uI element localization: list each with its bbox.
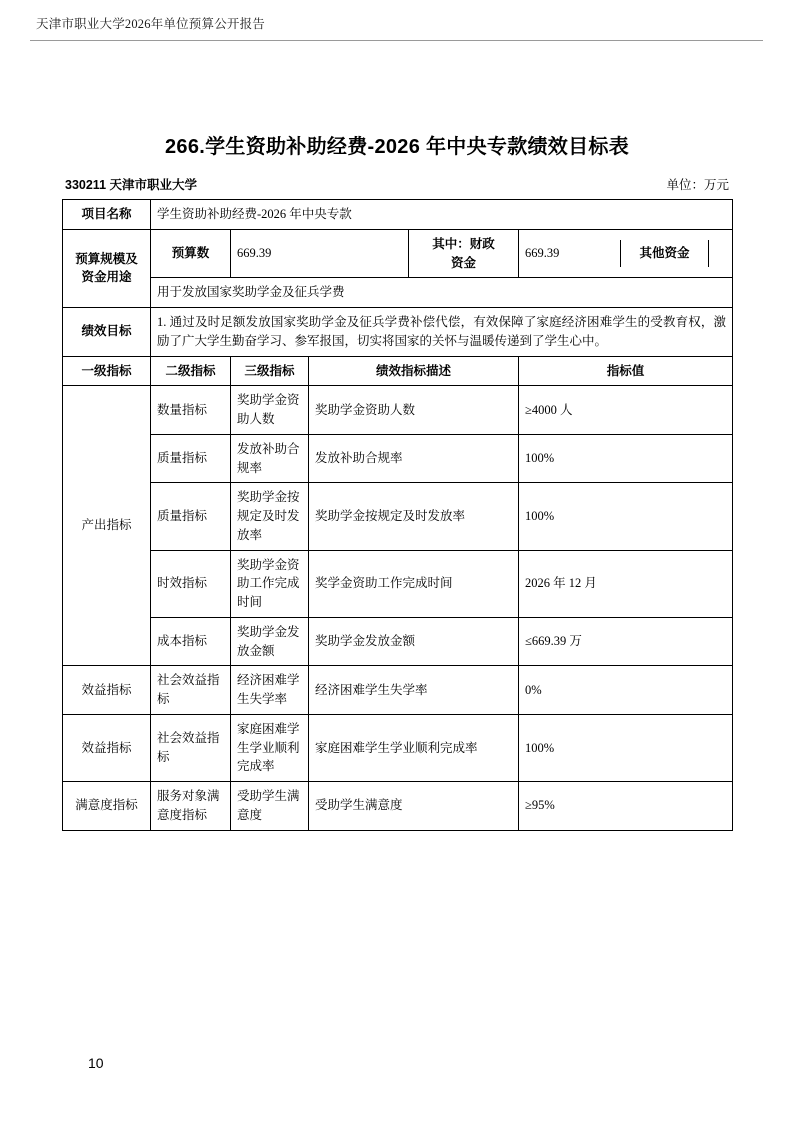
indicator-desc: 家庭困难学生学业顺利完成率 [309, 714, 519, 781]
indicator-desc: 受助学生满意度 [309, 782, 519, 831]
performance-goal-table [62, 199, 733, 831]
indicator-value: 0% [519, 666, 733, 715]
running-header [0, 0, 793, 42]
indicator-value: 2026 年 12 月 [519, 550, 733, 617]
other-funds-value [709, 240, 727, 267]
indicator-desc: 奖助学金发放金额 [309, 617, 519, 666]
running-header-text: 天津市职业大学2026年单位预算公开报告 [36, 17, 266, 31]
table-row [63, 434, 733, 483]
indicator-value: ≤669.39 万 [519, 617, 733, 666]
indicator-value: ≥95% [519, 782, 733, 831]
indicator-level2: 质量指标 [151, 483, 231, 550]
project-name-label: 项目名称 [63, 200, 151, 230]
subline [62, 175, 732, 193]
indicator-level2: 社会效益指标 [151, 714, 231, 781]
indicator-level3: 受助学生满意度 [231, 782, 309, 831]
indicator-level2: 数量指标 [151, 386, 231, 435]
indicator-value: 100% [519, 483, 733, 550]
indicator-desc: 发放补助合规率 [309, 434, 519, 483]
unit-code-name: 330211 天津市职业大学 [65, 178, 197, 192]
indicator-level2: 成本指标 [151, 617, 231, 666]
fiscal-funds-amount: 669.39 [525, 246, 560, 261]
currency-unit: 单位：万元 [666, 178, 729, 192]
indicator-level3: 奖助学金按规定及时发放率 [231, 483, 309, 550]
table-row [63, 666, 733, 715]
performance-goal-value: 1. 通过及时足额发放国家奖助学金及征兵学费补偿代偿，有效保障了家庭经济困难学生的受教育权，激励了广大学生勤奋学习、参军报国，切实将国家的关怀与温暖传递到了学生心中。 [151, 308, 733, 357]
indicator-level3: 发放补助合规率 [231, 434, 309, 483]
indicator-level2: 社会效益指标 [151, 666, 231, 715]
project-name-value: 学生资助补助经费-2026 年中央专款 [151, 200, 733, 230]
indicator-desc: 奖助学金资助人数 [309, 386, 519, 435]
column-header-desc: 绩效指标描述 [309, 356, 519, 386]
document-body [62, 130, 732, 831]
indicator-level3: 家庭困难学生学业顺利完成率 [231, 714, 309, 781]
indicator-header-row [63, 356, 733, 386]
table-row-goal [63, 308, 733, 357]
indicator-level2: 服务对象满意度指标 [151, 782, 231, 831]
indicator-desc: 奖助学金按规定及时发放率 [309, 483, 519, 550]
performance-goal-label: 绩效目标 [63, 308, 151, 357]
page-title: 266.学生资助补助经费-2026 年中央专款绩效目标表 [164, 136, 630, 158]
table-row [63, 386, 733, 435]
indicator-desc: 奖学金资助工作完成时间 [309, 550, 519, 617]
fiscal-funds-value [519, 229, 733, 278]
page-number: 10 [88, 1055, 104, 1071]
indicator-value: 100% [519, 714, 733, 781]
column-header-level3: 三级指标 [231, 356, 309, 386]
indicator-level3: 奖助学金资助工作完成时间 [231, 550, 309, 617]
table-row [63, 714, 733, 781]
indicator-level3: 经济困难学生失学率 [231, 666, 309, 715]
indicator-level2: 时效指标 [151, 550, 231, 617]
indicator-level1: 满意度指标 [63, 782, 151, 831]
budget-total-label: 预算数 [151, 229, 231, 278]
budget-scope-label [63, 229, 151, 307]
fiscal-funds-label-line1: 其中：财政 [432, 236, 495, 251]
indicator-level3: 奖助学金发放金额 [231, 617, 309, 666]
column-header-level1: 一级指标 [63, 356, 151, 386]
table-row-usage [63, 278, 733, 308]
table-row-budget [63, 229, 733, 278]
table-row [63, 550, 733, 617]
indicator-level1: 效益指标 [63, 714, 151, 781]
table-row [63, 782, 733, 831]
indicator-level3: 奖助学金资助人数 [231, 386, 309, 435]
fiscal-funds-label-line2: 资金 [450, 255, 476, 270]
fiscal-funds-label [409, 229, 519, 278]
budget-scope-label-line1: 预算规模及 [75, 251, 138, 266]
table-row [63, 483, 733, 550]
header-divider [30, 40, 763, 41]
table-row [63, 617, 733, 666]
table-row-project-name [63, 200, 733, 230]
fund-usage-value: 用于发放国家奖助学金及征兵学费 [151, 278, 733, 308]
column-header-value: 指标值 [519, 356, 733, 386]
column-header-level2: 二级指标 [151, 356, 231, 386]
indicator-desc: 经济困难学生失学率 [309, 666, 519, 715]
indicator-level1: 产出指标 [63, 386, 151, 666]
indicator-level2: 质量指标 [151, 434, 231, 483]
budget-scope-label-line2: 资金用途 [81, 270, 132, 285]
budget-total-value: 669.39 [231, 229, 409, 278]
other-funds-label: 其他资金 [621, 240, 709, 267]
indicator-level1: 效益指标 [63, 666, 151, 715]
indicator-value: ≥4000 人 [519, 386, 733, 435]
indicator-value: 100% [519, 434, 733, 483]
